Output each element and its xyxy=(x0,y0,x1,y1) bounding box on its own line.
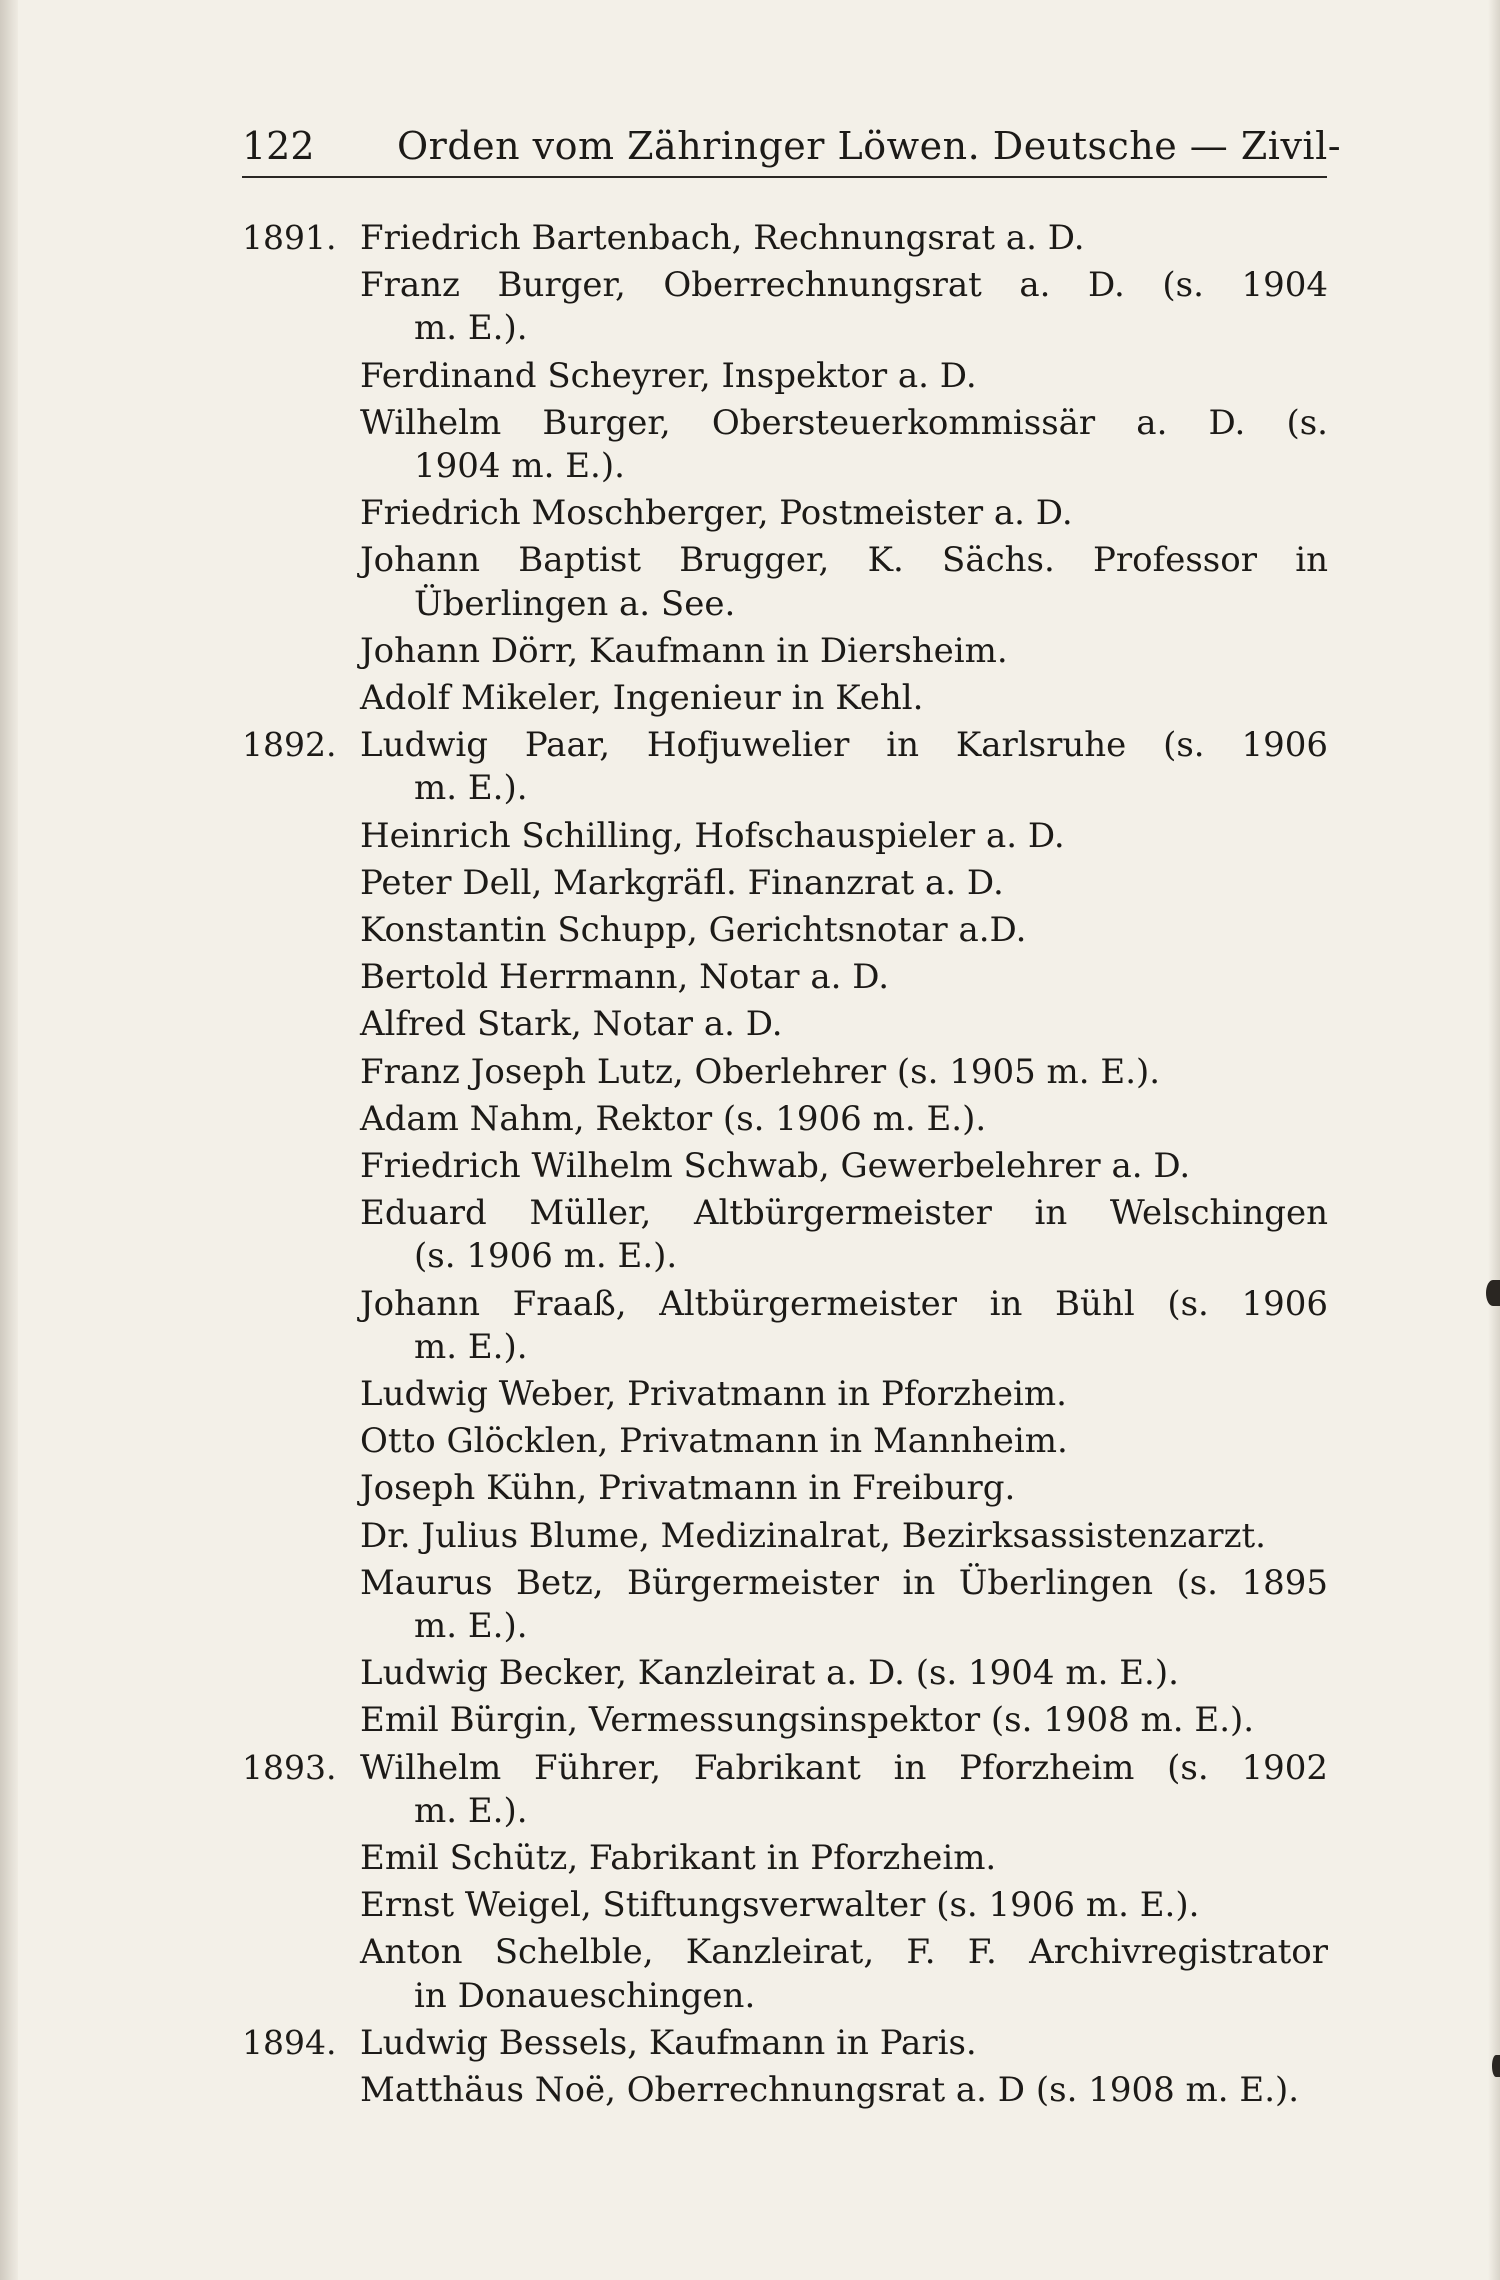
entry-text: Eduard Müller, Altbürgermeister in Welschingen xyxy=(360,1193,1328,1234)
ink-blot xyxy=(1486,1280,1500,1306)
entry-text: Friedrich Moschberger, Postmeister a. D. xyxy=(360,493,1073,534)
entry-continuation: in Donaueschingen. xyxy=(414,1975,756,2016)
page-header xyxy=(242,118,1342,174)
entry-text: Peter Dell, Markgräfl. Finanzrat a. D. xyxy=(360,862,1004,903)
entry-text: Dr. Julius Blume, Medizinalrat, Bezirksassistenzarzt. xyxy=(360,1515,1266,1556)
entry-text: Bertold Herrmann, Notar a. D. xyxy=(360,957,890,998)
entry-text: Johann Dörr, Kaufmann in Diersheim. xyxy=(360,630,1008,671)
entry-continuation: m. E.). xyxy=(414,1606,528,1646)
ink-blot xyxy=(1492,2055,1500,2077)
entry-text: Johann Fraaß, Altbürgermeister in Bühl (s. 1906 xyxy=(360,1283,1328,1324)
entry-text: Ernst Weigel, Stiftungsverwalter (s. 1906 m. E.). xyxy=(360,1885,1200,1926)
entry-text: Friedrich Wilhelm Schwab, Gewerbelehrer a. D. xyxy=(360,1146,1191,1186)
entry-text: Franz Burger, Oberrechnungsrat a. D. (s. 1904 xyxy=(360,265,1328,306)
running-title: Orden vom Zähringer Löwen. Deutsche — Zivil- xyxy=(397,124,1342,168)
entry-text: Adam Nahm, Rektor (s. 1906 m. E.). xyxy=(360,1098,987,1139)
entry-text: Anton Schelble, Kanzleirat, F. F. Archivregistrator xyxy=(360,1932,1328,1973)
entry-continuation: m. E.). xyxy=(414,308,528,349)
entry-text: Otto Glöcklen, Privatmann in Mannheim. xyxy=(360,1421,1068,1462)
entry-text: Ludwig Weber, Privatmann in Pforzheim. xyxy=(360,1374,1067,1414)
header-rule xyxy=(242,176,1327,178)
entry-text: Ludwig Bessels, Kaufmann in Paris. xyxy=(360,2022,977,2063)
entry-text: Konstantin Schupp, Gerichtsnotar a.D. xyxy=(360,910,1027,950)
entry-text: Ludwig Becker, Kanzleirat a. D. (s. 1904 m. E.). xyxy=(360,1653,1179,1694)
entry-year: 1892. xyxy=(242,725,337,765)
entry-text: Johann Baptist Brugger, K. Sächs. Professor in xyxy=(360,540,1328,581)
entry-text: Franz Joseph Lutz, Oberlehrer (s. 1905 m. E.). xyxy=(360,1051,1161,1092)
page-edge-shadow xyxy=(0,0,18,2280)
entry-text: Wilhelm Burger, Obersteuerkommissär a. D. (s. xyxy=(360,402,1328,443)
entry-text: Alfred Stark, Notar a. D. xyxy=(360,1004,783,1045)
entry-continuation: m. E.). xyxy=(414,1790,528,1831)
entry-continuation: (s. 1906 m. E.). xyxy=(414,1236,678,1277)
entry-continuation: m. E.). xyxy=(414,1326,528,1367)
entry-text: Friedrich Bartenbach, Rechnungsrat a. D. xyxy=(360,218,1085,258)
entry-text: Adolf Mikeler, Ingenieur in Kehl. xyxy=(360,678,924,718)
entry-text: Emil Schütz, Fabrikant in Pforzheim. xyxy=(360,1838,997,1878)
entry-continuation: 1904 m. E.). xyxy=(414,446,625,486)
entry-text: Maurus Betz, Bürgermeister in Überlingen (s. 1895 xyxy=(360,1562,1328,1603)
entry-text: Ferdinand Scheyrer, Inspektor a. D. xyxy=(360,355,977,396)
entry-text: Heinrich Schilling, Hofschauspieler a. D. xyxy=(360,815,1065,856)
entry-continuation: Überlingen a. See. xyxy=(414,583,736,624)
entry-text: Emil Bürgin, Vermessungsinspektor (s. 1908 m. E.). xyxy=(360,1700,1255,1741)
entry-text: Joseph Kühn, Privatmann in Freiburg. xyxy=(360,1468,1016,1509)
entry-text: Matthäus Noë, Oberrechnungsrat a. D (s. 1908 m. E.). xyxy=(360,2070,1300,2110)
entry-continuation: m. E.). xyxy=(414,768,528,809)
entry-year: 1894. xyxy=(242,2022,337,2062)
entry-year: 1893. xyxy=(242,1747,337,1787)
entry-text: Ludwig Paar, Hofjuwelier in Karlsruhe (s. 1906 xyxy=(360,725,1328,766)
entry-text: Wilhelm Führer, Fabrikant in Pforzheim (s. 1902 xyxy=(360,1747,1328,1788)
entry-year: 1891. xyxy=(242,218,337,257)
page-edge-right xyxy=(1488,0,1500,2280)
page-number: 122 xyxy=(242,124,315,168)
